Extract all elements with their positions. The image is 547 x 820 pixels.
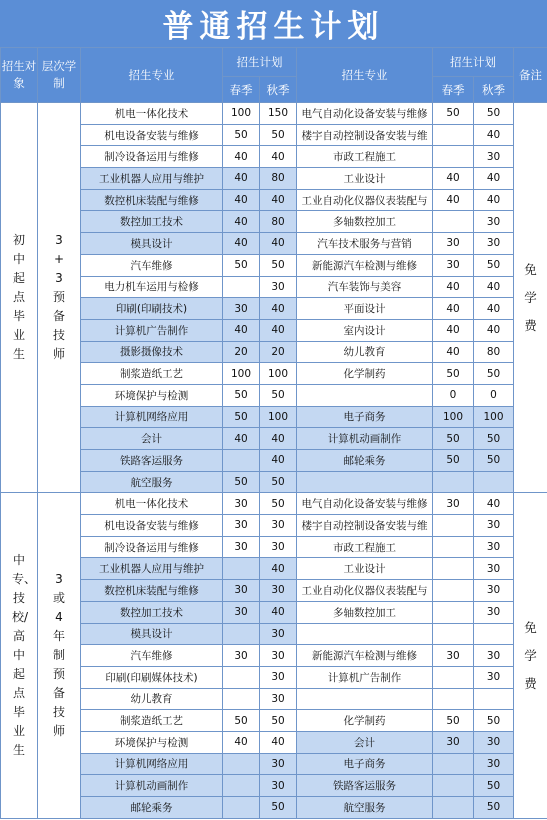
cell-spring-left <box>223 753 260 775</box>
cell-autumn-right: 30 <box>474 211 514 233</box>
cell-spring-right <box>433 124 474 146</box>
cell-major-right: 化学制药 <box>297 710 433 732</box>
cell-spring-left: 30 <box>223 536 260 558</box>
cell-autumn-right: 40 <box>474 189 514 211</box>
cell-major-right: 工业自动化仪器仪表装配与 <box>297 580 433 602</box>
cell-autumn-right: 50 <box>474 775 514 797</box>
section-target-text: 中专、技校/高中起点毕业生 <box>12 553 37 758</box>
cell-autumn-left: 40 <box>260 319 297 341</box>
cell-major-left: 机电一体化技术 <box>81 103 223 125</box>
cell-spring-right: 50 <box>433 103 474 125</box>
cell-major-left: 制浆造纸工艺 <box>81 710 223 732</box>
cell-spring-left: 50 <box>223 710 260 732</box>
cell-major-left: 计算机网络应用 <box>81 753 223 775</box>
cell-autumn-left: 30 <box>260 536 297 558</box>
table-row <box>1 580 547 602</box>
cell-major-right: 平面设计 <box>297 298 433 320</box>
cell-major-left: 印刷(印刷媒体技术) <box>81 666 223 688</box>
cell-autumn-left: 30 <box>260 515 297 537</box>
cell-spring-left <box>223 276 260 298</box>
cell-spring-left: 50 <box>223 254 260 276</box>
section-note-text: 免学费 <box>524 619 537 691</box>
cell-autumn-right: 30 <box>474 536 514 558</box>
cell-spring-right <box>433 580 474 602</box>
cell-autumn-left: 80 <box>260 211 297 233</box>
cell-major-left: 机电设备安装与维修 <box>81 124 223 146</box>
cell-major-left: 幼儿教育 <box>81 688 223 710</box>
table-row <box>1 601 547 623</box>
table-row <box>1 319 547 341</box>
cell-major-right: 工业设计 <box>297 558 433 580</box>
cell-autumn-right: 50 <box>474 254 514 276</box>
cell-autumn-right: 50 <box>474 428 514 450</box>
cell-autumn-left: 50 <box>260 710 297 732</box>
header-autumn-left: 秋季 <box>260 77 297 103</box>
cell-autumn-right: 40 <box>474 168 514 190</box>
cell-spring-left: 40 <box>223 731 260 753</box>
cell-spring-left <box>223 666 260 688</box>
cell-autumn-left: 30 <box>260 688 297 710</box>
cell-major-left: 电力机车运用与检修 <box>81 276 223 298</box>
cell-autumn-left: 50 <box>260 493 297 515</box>
table-row <box>1 233 547 255</box>
cell-spring-left: 40 <box>223 319 260 341</box>
section-note <box>514 493 547 818</box>
table-row <box>1 471 547 493</box>
table-row <box>1 384 547 406</box>
cell-autumn-right: 30 <box>474 146 514 168</box>
table-row <box>1 276 547 298</box>
table-row <box>1 666 547 688</box>
cell-spring-right: 40 <box>433 168 474 190</box>
table-row <box>1 493 547 515</box>
cell-autumn-right: 50 <box>474 103 514 125</box>
header-major-right: 招生专业 <box>297 48 433 103</box>
table-row <box>1 645 547 667</box>
table-row <box>1 168 547 190</box>
cell-spring-left: 40 <box>223 189 260 211</box>
cell-major-right <box>297 384 433 406</box>
header-target: 招生对象 <box>1 48 38 103</box>
table-row <box>1 254 547 276</box>
cell-spring-right: 50 <box>433 428 474 450</box>
cell-spring-left <box>223 797 260 819</box>
cell-major-right <box>297 623 433 645</box>
cell-spring-right: 30 <box>433 493 474 515</box>
cell-spring-left: 20 <box>223 341 260 363</box>
cell-autumn-right: 30 <box>474 515 514 537</box>
cell-autumn-left: 40 <box>260 558 297 580</box>
cell-major-right: 多轴数控加工 <box>297 211 433 233</box>
table-row <box>1 515 547 537</box>
cell-major-right <box>297 688 433 710</box>
cell-autumn-left: 30 <box>260 775 297 797</box>
header-plan-right: 招生计划 <box>433 48 514 77</box>
cell-major-right: 邮轮乘务 <box>297 450 433 472</box>
cell-spring-left <box>223 623 260 645</box>
cell-autumn-left: 50 <box>260 797 297 819</box>
cell-autumn-right: 30 <box>474 666 514 688</box>
cell-major-left: 数控加工技术 <box>81 601 223 623</box>
cell-autumn-left: 40 <box>260 428 297 450</box>
section-note-text: 免学费 <box>524 261 537 333</box>
cell-spring-right <box>433 146 474 168</box>
cell-spring-left: 30 <box>223 645 260 667</box>
cell-autumn-left: 30 <box>260 753 297 775</box>
cell-major-left: 汽车维修 <box>81 645 223 667</box>
cell-autumn-right: 100 <box>474 406 514 428</box>
cell-spring-left: 100 <box>223 103 260 125</box>
cell-autumn-right: 50 <box>474 710 514 732</box>
cell-autumn-left: 30 <box>260 580 297 602</box>
cell-autumn-left: 80 <box>260 168 297 190</box>
header-autumn-right: 秋季 <box>474 77 514 103</box>
section-level <box>38 103 81 493</box>
table-row <box>1 189 547 211</box>
cell-autumn-right: 40 <box>474 276 514 298</box>
cell-autumn-right: 40 <box>474 493 514 515</box>
title-bar <box>0 0 547 47</box>
cell-major-right: 新能源汽车检测与维修 <box>297 254 433 276</box>
cell-major-right: 市政工程施工 <box>297 146 433 168</box>
cell-spring-left: 50 <box>223 384 260 406</box>
cell-major-right: 化学制药 <box>297 363 433 385</box>
table-body <box>1 103 547 819</box>
cell-autumn-right <box>474 688 514 710</box>
cell-spring-right: 40 <box>433 276 474 298</box>
cell-autumn-right <box>474 623 514 645</box>
cell-spring-left: 50 <box>223 406 260 428</box>
table-row <box>1 146 547 168</box>
cell-spring-left: 40 <box>223 146 260 168</box>
cell-spring-right: 50 <box>433 450 474 472</box>
cell-spring-right: 40 <box>433 319 474 341</box>
cell-spring-right: 50 <box>433 363 474 385</box>
table-row <box>1 298 547 320</box>
table-row <box>1 124 547 146</box>
cell-spring-left <box>223 558 260 580</box>
cell-autumn-right: 30 <box>474 753 514 775</box>
cell-spring-right: 40 <box>433 298 474 320</box>
cell-spring-right: 40 <box>433 341 474 363</box>
cell-major-left: 工业机器人应用与维护 <box>81 558 223 580</box>
cell-spring-right: 0 <box>433 384 474 406</box>
cell-autumn-left: 50 <box>260 124 297 146</box>
cell-spring-left: 50 <box>223 124 260 146</box>
table-row <box>1 103 547 125</box>
cell-major-left: 摄影摄像技术 <box>81 341 223 363</box>
cell-spring-left: 30 <box>223 493 260 515</box>
cell-autumn-right <box>474 471 514 493</box>
section-level-text: 3或4年制预备技师 <box>52 572 65 739</box>
cell-major-right: 楼宇自动控制设备安装与维 <box>297 124 433 146</box>
cell-autumn-right: 50 <box>474 363 514 385</box>
cell-spring-left: 100 <box>223 363 260 385</box>
header-level: 层次学制 <box>38 48 81 103</box>
cell-autumn-left: 40 <box>260 233 297 255</box>
cell-spring-right: 50 <box>433 710 474 732</box>
section-note <box>514 103 547 493</box>
table-row <box>1 797 547 819</box>
cell-autumn-right: 0 <box>474 384 514 406</box>
cell-autumn-left: 50 <box>260 471 297 493</box>
cell-spring-right <box>433 558 474 580</box>
cell-major-right: 航空服务 <box>297 797 433 819</box>
section-level-text: 3+3预备技师 <box>52 233 65 362</box>
cell-spring-right: 40 <box>433 189 474 211</box>
cell-autumn-left: 40 <box>260 450 297 472</box>
cell-autumn-left: 50 <box>260 384 297 406</box>
cell-major-right: 汽车装饰与美容 <box>297 276 433 298</box>
cell-autumn-right: 30 <box>474 645 514 667</box>
cell-spring-right: 30 <box>433 645 474 667</box>
page-title: 普通招生计划 <box>162 9 385 45</box>
cell-major-right: 室内设计 <box>297 319 433 341</box>
table-row <box>1 406 547 428</box>
cell-spring-left: 30 <box>223 601 260 623</box>
cell-major-right: 计算机动画制作 <box>297 428 433 450</box>
table-row <box>1 775 547 797</box>
cell-autumn-right: 30 <box>474 558 514 580</box>
cell-major-right <box>297 471 433 493</box>
cell-spring-left <box>223 450 260 472</box>
cell-major-left: 制浆造纸工艺 <box>81 363 223 385</box>
cell-spring-right <box>433 536 474 558</box>
cell-autumn-left: 150 <box>260 103 297 125</box>
cell-major-right: 工业设计 <box>297 168 433 190</box>
header-major-left: 招生专业 <box>81 48 223 103</box>
cell-spring-left: 30 <box>223 515 260 537</box>
cell-autumn-right: 40 <box>474 298 514 320</box>
cell-major-left: 数控机床装配与维修 <box>81 580 223 602</box>
cell-major-right: 新能源汽车检测与维修 <box>297 645 433 667</box>
cell-autumn-left: 30 <box>260 666 297 688</box>
cell-major-right: 多轴数控加工 <box>297 601 433 623</box>
header-spring-left: 春季 <box>223 77 260 103</box>
cell-major-left: 工业机器人应用与维护 <box>81 168 223 190</box>
cell-spring-right: 30 <box>433 233 474 255</box>
cell-major-right: 电子商务 <box>297 406 433 428</box>
cell-major-left: 制冷设备运用与维修 <box>81 146 223 168</box>
cell-major-left: 计算机广告制作 <box>81 319 223 341</box>
cell-spring-right: 30 <box>433 254 474 276</box>
table-row <box>1 450 547 472</box>
cell-spring-left: 40 <box>223 233 260 255</box>
cell-spring-left: 50 <box>223 471 260 493</box>
cell-major-left: 模具设计 <box>81 623 223 645</box>
cell-autumn-left: 40 <box>260 146 297 168</box>
cell-major-left: 邮轮乘务 <box>81 797 223 819</box>
cell-major-left: 模具设计 <box>81 233 223 255</box>
cell-autumn-right: 30 <box>474 233 514 255</box>
cell-autumn-left: 40 <box>260 731 297 753</box>
section-level <box>38 493 81 818</box>
cell-spring-right <box>433 471 474 493</box>
cell-major-left: 机电设备安装与维修 <box>81 515 223 537</box>
cell-autumn-right: 50 <box>474 797 514 819</box>
cell-major-right: 幼儿教育 <box>297 341 433 363</box>
table-row <box>1 753 547 775</box>
cell-spring-right <box>433 753 474 775</box>
cell-spring-left: 30 <box>223 298 260 320</box>
table-row <box>1 428 547 450</box>
cell-major-left: 数控机床装配与维修 <box>81 189 223 211</box>
cell-major-right: 电气自动化设备安装与维修 <box>297 493 433 515</box>
cell-autumn-right: 30 <box>474 731 514 753</box>
table-row <box>1 341 547 363</box>
cell-autumn-left: 30 <box>260 276 297 298</box>
cell-major-left: 机电一体化技术 <box>81 493 223 515</box>
table-row <box>1 363 547 385</box>
cell-spring-right <box>433 515 474 537</box>
cell-major-left: 计算机动画制作 <box>81 775 223 797</box>
cell-spring-right <box>433 775 474 797</box>
cell-major-left: 数控加工技术 <box>81 211 223 233</box>
cell-major-left: 航空服务 <box>81 471 223 493</box>
table-row <box>1 688 547 710</box>
cell-autumn-left: 50 <box>260 254 297 276</box>
cell-spring-left: 30 <box>223 580 260 602</box>
cell-major-right: 市政工程施工 <box>297 536 433 558</box>
cell-major-right: 铁路客运服务 <box>297 775 433 797</box>
cell-major-right: 楼宇自动控制设备安装与维 <box>297 515 433 537</box>
cell-major-right: 计算机广告制作 <box>297 666 433 688</box>
header-note: 备注 <box>514 48 547 103</box>
cell-spring-left: 40 <box>223 211 260 233</box>
cell-major-left: 会计 <box>81 428 223 450</box>
table-row <box>1 623 547 645</box>
cell-major-left: 制冷设备运用与维修 <box>81 536 223 558</box>
cell-spring-right <box>433 211 474 233</box>
cell-spring-right <box>433 688 474 710</box>
section-target-text: 初中起点毕业生 <box>12 233 25 362</box>
cell-spring-right <box>433 666 474 688</box>
cell-autumn-left: 40 <box>260 601 297 623</box>
cell-major-right: 会计 <box>297 731 433 753</box>
cell-autumn-left: 30 <box>260 645 297 667</box>
cell-autumn-left: 20 <box>260 341 297 363</box>
cell-major-left: 印刷(印刷技术) <box>81 298 223 320</box>
cell-major-left: 汽车维修 <box>81 254 223 276</box>
cell-autumn-right: 40 <box>474 124 514 146</box>
header-plan-left: 招生计划 <box>223 48 297 77</box>
cell-major-right: 电子商务 <box>297 753 433 775</box>
table-row <box>1 710 547 732</box>
cell-major-left: 计算机网络应用 <box>81 406 223 428</box>
header-spring-right: 春季 <box>433 77 474 103</box>
cell-major-left: 铁路客运服务 <box>81 450 223 472</box>
cell-spring-right <box>433 601 474 623</box>
table-row <box>1 558 547 580</box>
cell-spring-left <box>223 775 260 797</box>
cell-autumn-right: 40 <box>474 319 514 341</box>
table-row <box>1 536 547 558</box>
cell-major-left: 环境保护与检测 <box>81 384 223 406</box>
cell-major-right: 工业自动化仪器仪表装配与 <box>297 189 433 211</box>
cell-spring-right <box>433 623 474 645</box>
section-target <box>1 103 38 493</box>
table-row <box>1 731 547 753</box>
cell-spring-left <box>223 688 260 710</box>
cell-major-left: 环境保护与检测 <box>81 731 223 753</box>
cell-major-right: 电气自动化设备安装与维修 <box>297 103 433 125</box>
cell-spring-right: 30 <box>433 731 474 753</box>
table-row <box>1 211 547 233</box>
cell-autumn-left: 40 <box>260 189 297 211</box>
cell-autumn-right: 50 <box>474 450 514 472</box>
cell-spring-left: 40 <box>223 168 260 190</box>
cell-spring-right <box>433 797 474 819</box>
cell-spring-right: 100 <box>433 406 474 428</box>
cell-autumn-left: 100 <box>260 406 297 428</box>
cell-autumn-left: 100 <box>260 363 297 385</box>
cell-autumn-left: 40 <box>260 298 297 320</box>
cell-major-right: 汽车技术服务与营销 <box>297 233 433 255</box>
section-target <box>1 493 38 818</box>
cell-spring-left: 40 <box>223 428 260 450</box>
enrollment-plan-table <box>0 47 547 819</box>
cell-autumn-left: 30 <box>260 623 297 645</box>
cell-autumn-right: 30 <box>474 580 514 602</box>
cell-autumn-right: 80 <box>474 341 514 363</box>
cell-autumn-right: 30 <box>474 601 514 623</box>
